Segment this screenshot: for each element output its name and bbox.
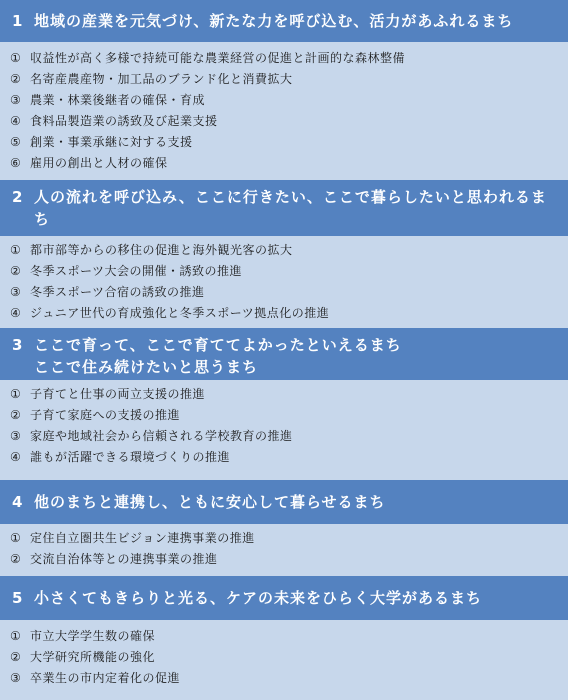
- section-title: ここで育って、ここで育ててよかったといえるまち ここで住み続けたいと思うまち: [34, 336, 402, 376]
- section-1: [0, 0, 568, 180]
- item-number: ⑥: [10, 156, 21, 170]
- list-item: [10, 132, 560, 153]
- list-item: [10, 647, 560, 668]
- item-text: 冬季スポーツ合宿の誘致の推進: [30, 285, 205, 299]
- list-item: [10, 282, 560, 303]
- item-number: ②: [10, 552, 21, 566]
- section-title: 地域の産業を元気づけ、新たな力を呼び込む、活力があふれるまち: [34, 12, 514, 30]
- section-number: 1: [12, 12, 23, 30]
- item-text: 創業・事業承継に対する支援: [30, 135, 193, 149]
- item-text: 名寄産農産物・加工品のブランド化と消費拡大: [30, 72, 293, 86]
- section-2: [0, 180, 568, 328]
- item-text: 誰もが活躍できる環境づくりの推進: [30, 450, 231, 464]
- list-item: [10, 48, 560, 69]
- item-text: 卒業生の市内定着化の促進: [30, 671, 181, 685]
- section-title: 小さくてもきらりと光る、ケアの未来をひらく大学があるまち: [34, 589, 483, 607]
- list-item: [10, 69, 560, 90]
- section-2-items: [0, 236, 568, 328]
- item-text: 冬季スポーツ大会の開催・誘致の推進: [30, 264, 243, 278]
- item-number: ①: [10, 531, 21, 545]
- section-5-items: [0, 620, 568, 690]
- item-text: 市立大学学生数の確保: [30, 629, 156, 643]
- section-2-header: [0, 180, 568, 236]
- item-text: 食料品製造業の誘致及び起業支援: [30, 114, 218, 128]
- section-number: 4: [12, 493, 23, 511]
- item-number: ③: [10, 671, 21, 685]
- item-text: 子育て家庭への支援の推進: [30, 408, 181, 422]
- list-item: [10, 303, 560, 324]
- section-title: 人の流れを呼び込み、ここに行きたい、ここで暮らしたいと思われるまち: [34, 188, 547, 228]
- section-4: [0, 480, 568, 576]
- item-number: ②: [10, 650, 21, 664]
- item-number: ⑤: [10, 135, 21, 149]
- item-text: 大学研究所機能の強化: [30, 650, 156, 664]
- item-number: ④: [10, 306, 21, 320]
- section-4-items: [0, 524, 568, 576]
- item-number: ①: [10, 387, 21, 401]
- list-item: [10, 447, 560, 468]
- item-number: ③: [10, 429, 21, 443]
- list-item: [10, 384, 560, 405]
- section-3-header: [0, 328, 568, 380]
- item-number: ①: [10, 51, 21, 65]
- item-text: 家庭や地域社会から信頼される学校教育の推進: [30, 429, 293, 443]
- section-5: [0, 576, 568, 690]
- item-text: 定住自立圏共生ビジョン連携事業の推進: [30, 531, 255, 545]
- section-4-header: [0, 480, 568, 524]
- item-text: 都市部等からの移住の促進と海外観光客の拡大: [30, 243, 293, 257]
- item-number: ④: [10, 114, 21, 128]
- section-5-header: [0, 576, 568, 620]
- list-item: [10, 240, 560, 261]
- item-number: ①: [10, 629, 21, 643]
- section-3-items: [0, 380, 568, 480]
- section-3: [0, 328, 568, 480]
- list-item: [10, 668, 560, 689]
- list-item: [10, 405, 560, 426]
- section-number: 2: [12, 188, 23, 206]
- item-number: ③: [10, 93, 21, 107]
- item-text: 交流自治体等との連携事業の推進: [30, 552, 218, 566]
- list-item: [10, 549, 560, 570]
- list-item: [10, 90, 560, 111]
- section-1-header: [0, 0, 568, 42]
- item-text: ジュニア世代の育成強化と冬季スポーツ拠点化の推進: [30, 306, 330, 320]
- list-item: [10, 111, 560, 132]
- section-number: 3: [12, 336, 23, 354]
- list-item: [10, 626, 560, 647]
- item-text: 子育てと仕事の両立支援の推進: [30, 387, 206, 401]
- item-number: ④: [10, 450, 21, 464]
- list-item: [10, 153, 560, 174]
- list-item: [10, 261, 560, 282]
- item-number: ②: [10, 408, 21, 422]
- list-item: [10, 426, 560, 447]
- item-text: 収益性が高く多様で持続可能な農業経営の促進と計画的な森林整備: [30, 51, 406, 65]
- item-number: ②: [10, 264, 21, 278]
- item-number: ③: [10, 285, 21, 299]
- item-text: 雇用の創出と人材の確保: [30, 156, 168, 170]
- item-text: 農業・林業後継者の確保・育成: [30, 93, 206, 107]
- section-title: 他のまちと連携し、ともに安心して暮らせるまち: [34, 493, 386, 511]
- list-item: [10, 528, 560, 549]
- section-1-items: [0, 42, 568, 180]
- section-number: 5: [12, 589, 23, 607]
- item-number: ②: [10, 72, 21, 86]
- item-number: ①: [10, 243, 21, 257]
